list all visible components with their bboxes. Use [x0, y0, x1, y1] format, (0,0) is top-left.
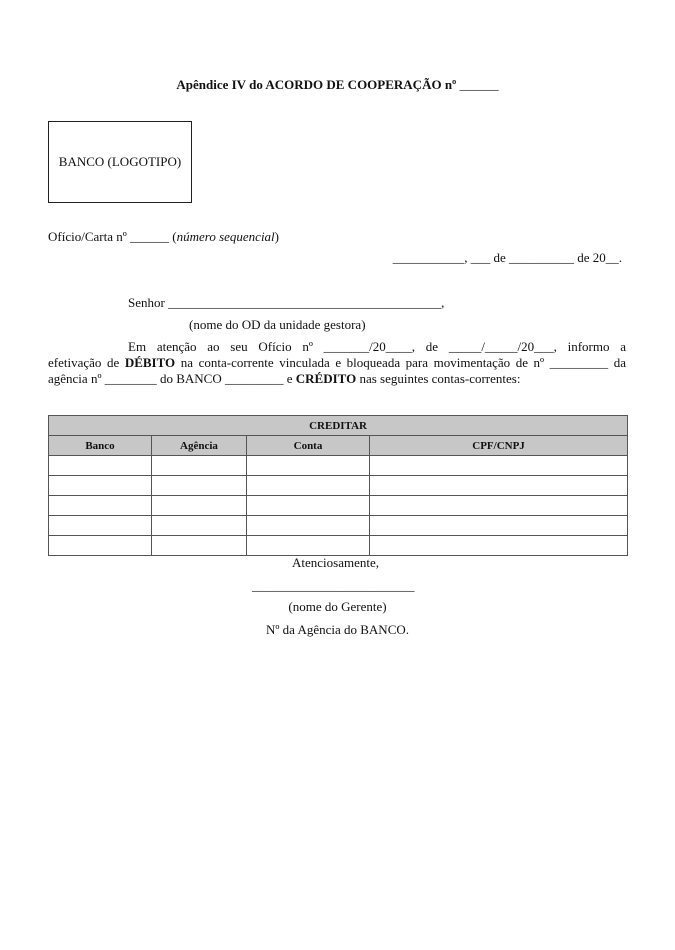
table-header-creditar: CREDITAR [49, 416, 628, 436]
body-paragraph [48, 339, 626, 387]
bank-logo-placeholder [48, 121, 192, 203]
title-text: Apêndice IV do ACORDO DE COOPERAÇÃO nº [176, 77, 457, 92]
closing-salutation: Atenciosamente, [292, 555, 379, 570]
document-title [0, 77, 675, 93]
oficio-number-line [48, 229, 279, 245]
table-cell [247, 516, 370, 536]
senhor-line: Senhor __________________________________________, [128, 295, 445, 310]
oficio-italic: número sequencial [176, 229, 275, 244]
paragraph-line-1: Em atenção ao seu Ofício nº _______/20____, de _____/_____/20___, informo a [128, 339, 626, 354]
line2-post: na conta-corrente vinculada e bloqueada para movimentação de nº _________ da [175, 355, 626, 370]
table-cell [247, 536, 370, 556]
table-cell [152, 536, 247, 556]
table-row [49, 536, 628, 556]
table-cell [370, 496, 628, 516]
paragraph-line-3 [48, 371, 626, 387]
table-row [49, 456, 628, 476]
table-row [49, 476, 628, 496]
credito-bold: CRÉDITO [295, 371, 357, 386]
table-cell [152, 456, 247, 476]
manager-name-caption: (nome do Gerente) [288, 599, 387, 614]
column-header-conta: Conta [247, 436, 370, 456]
date-line: ___________, ___ de __________ de 20__. [392, 250, 622, 265]
agency-caption: Nº da Agência do BANCO. [265, 622, 410, 637]
table-cell [49, 536, 152, 556]
oficio-close: ) [274, 229, 280, 244]
creditar-table [48, 415, 628, 556]
table-cell [152, 516, 247, 536]
signature-line: _________________________ [252, 578, 415, 593]
table-cell [49, 476, 152, 496]
table-cell [370, 456, 628, 476]
table-cell [247, 496, 370, 516]
table-cell [49, 496, 152, 516]
table-cell [49, 516, 152, 536]
column-header-agencia: Agência [152, 436, 247, 456]
debito-bold: DÉBITO [124, 355, 176, 370]
table-cell [370, 476, 628, 496]
title-blank: ______ [459, 77, 499, 92]
column-header-cpf-cnpj: CPF/CNPJ [370, 436, 628, 456]
table-cell [152, 476, 247, 496]
line2-pre: efetivação de [48, 355, 125, 370]
table-cell [370, 516, 628, 536]
table-row [49, 516, 628, 536]
table-cell [247, 476, 370, 496]
logo-label: BANCO (LOGOTIPO) [58, 154, 182, 169]
table-cell [247, 456, 370, 476]
line3-pre: agência nº ________ do BANCO _________ e [48, 371, 296, 386]
table-cell [49, 456, 152, 476]
table-row [49, 496, 628, 516]
line3-post: nas seguintes contas-correntes: [356, 371, 521, 386]
column-header-banco: Banco [49, 436, 152, 456]
table-cell [152, 496, 247, 516]
table-cell [370, 536, 628, 556]
paragraph-line-2 [48, 355, 626, 371]
od-name-caption: (nome do OD da unidade gestora) [189, 317, 366, 332]
oficio-text: Ofício/Carta nº ______ ( [48, 229, 177, 244]
